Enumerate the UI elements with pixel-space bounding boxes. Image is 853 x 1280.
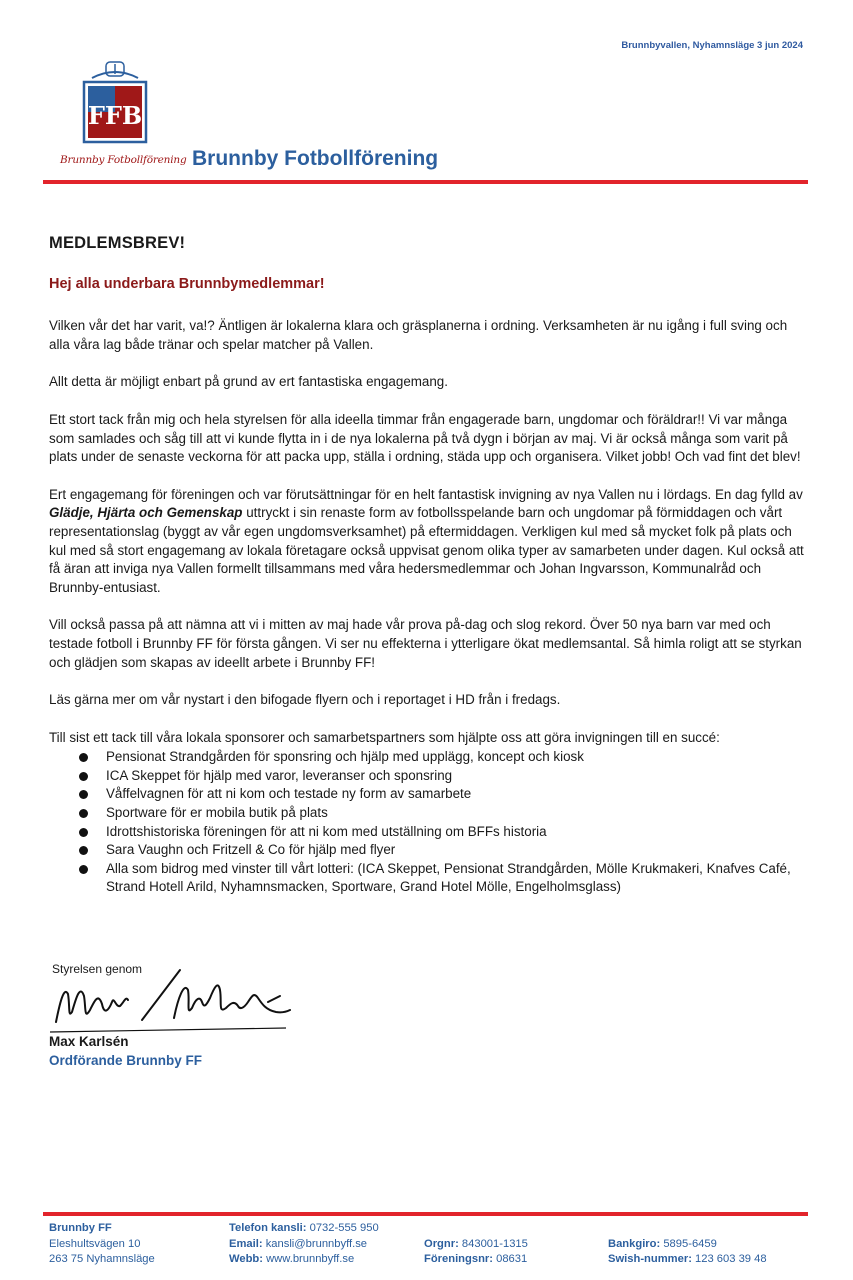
letter-body	[49, 234, 809, 897]
club-name-title: Brunnby Fotbollförening	[192, 147, 439, 170]
footer-fornr-label: Föreningsnr:	[424, 1253, 493, 1265]
list-item: Alla som bidrog med vinster till vårt lotteri: (ICA Skeppet, Pensionat Strandgården, Mölle Krukmakeri, Knafves Café, Strand Hotell Arild, Nyhamnsmacken, Sportware, Grand Hotel Mölle, Engelholmsglass)	[49, 860, 809, 897]
footer-bankgiro: 5895-6459	[663, 1237, 717, 1250]
paragraph-6: Läs gärna mer om vår nystart i den bifogade flyern och i reportaget i HD från i fredags.	[49, 692, 561, 708]
footer-swish: 123 603 39 48	[695, 1253, 767, 1265]
footer-divider	[43, 1212, 808, 1216]
letter-greeting: Hej alla underbara Brunnbymedlemmar!	[49, 275, 325, 292]
footer-address	[49, 1221, 155, 1268]
paragraph-4-emphasis: Glädje, Hjärta och Gemenskap	[49, 505, 243, 521]
paragraph-4	[49, 486, 809, 598]
footer-org-name: Brunnby FF	[49, 1222, 112, 1234]
footer-postal: 263 75 Nyhamnsläge	[49, 1253, 155, 1265]
footer-registration	[424, 1237, 528, 1268]
signatory-name: Max Karlsén	[49, 1034, 129, 1049]
crest-letters: FFB	[87, 101, 143, 130]
footer-payment	[608, 1237, 767, 1268]
paragraph-1: Vilken vår det har varit, va!? Äntligen är lokalerna klara och gräsplanerna i ordning. Verksamheten är nu igång i full sving och alla våra lag både tränar och spelar matcher på Vallen.	[49, 318, 788, 352]
footer-email-link[interactable]: kansli@brunnbyff.se	[265, 1237, 368, 1250]
header-divider	[43, 180, 808, 184]
signatory-title: Ordförande Brunnby FF	[49, 1053, 202, 1068]
list-item: Idrottshistoriska föreningen för att ni kom med utställning om BFFs historia	[49, 823, 809, 842]
footer-contact	[229, 1221, 379, 1268]
list-item: Sportware för er mobila butik på plats	[49, 804, 809, 823]
handwritten-signature	[46, 962, 296, 1044]
footer-orgnr: 843001-1315	[461, 1237, 528, 1250]
paragraph-5: Vill också passa på att nämna att vi i mitten av maj hade vår prova på-dag och slog rekord. Över 50 nya barn var med och testade fotboll i Brunnby FF för första gången. Vi ser nu effekterna i ytterligare ökat medlemsantal. Så himla roligt att se styrkan och glädjen som skapas av ideellt arbete i Brunnby FF!	[49, 617, 802, 670]
footer-phone: 0732-555 950	[309, 1222, 379, 1234]
club-crest-logo	[80, 60, 150, 148]
footer-fornr: 08631	[496, 1253, 528, 1265]
letter-heading: MEDLEMSBREV!	[49, 234, 186, 252]
footer-email-label: Email:	[229, 1237, 263, 1250]
list-item: Sara Vaughn och Fritzell & Co för hjälp med flyer	[49, 841, 809, 860]
letter-date: Brunnbyvallen, Nyhamnsläge 3 jun 2024	[621, 40, 803, 51]
list-item: Våffelvagnen för att ni kom och testade ny form av samarbete	[49, 785, 809, 804]
footer-swish-label: Swish-nummer:	[608, 1253, 692, 1265]
sponsor-list	[49, 748, 809, 897]
signature-label: Styrelsen genom	[52, 962, 143, 976]
logo-script-text: Brunnby Fotbollförening	[60, 154, 187, 166]
list-item: Pensionat Strandgården för sponsring och hjälp med upplägg, koncept och kiosk	[49, 748, 809, 767]
footer-orgnr-label: Orgnr:	[424, 1237, 459, 1250]
paragraph-4-end: uttryckt i sin renaste form av fotbollsspelande barn och ungdomar på förmiddagen och vårt representationslag (byggt av vår egen ungdomsverksamhet) på eftermiddagen. Verkligen kul med så mycket folk på plats och kul med så stort engagemang av lokala företagare också uppvisat genom olika typer av samarbeten under dagen. Kul också att få äran att inviga nya Vallen formellt tillsammans med våra hedersmedlemmar och Johan Ingvarsson, Kommunalråd och Brunnby-entusiast.	[49, 505, 804, 595]
list-item: ICA Skeppet för hjälp med varor, leveranser och sponsring	[49, 767, 809, 786]
paragraph-2: Allt detta är möjligt enbart på grund av ert fantastiska engagemang.	[49, 374, 448, 390]
footer-web-link[interactable]: www.brunnbyff.se	[266, 1253, 355, 1265]
footer-web-label: Webb:	[229, 1253, 263, 1265]
paragraph-4-start: Ert engagemang för föreningen och var förutsättningar för en helt fantastisk invigning av nya Vallen nu i lördags. En dag fylld av	[49, 486, 803, 502]
footer-street: Eleshultsvägen 10	[49, 1237, 141, 1250]
paragraph-7: Till sist ett tack till våra lokala sponsorer och samarbetspartners som hjälpte oss att göra invigningen till en succé:	[49, 729, 720, 745]
footer-bankgiro-label: Bankgiro:	[608, 1237, 661, 1250]
paragraph-3: Ett stort tack från mig och hela styrelsen för alla ideella timmar från engagerade barn, ungdomar och föräldrar!! Vi var många som samlades och såg till att vi kunde flytta in i de nya lokalerna på två dygn i början av maj. Vi är också många som varit på plats under de senaste veckorna för att packa upp, ställa i ordning, städa upp och organisera. Vilket jobb! Och vad fint det blev!	[49, 411, 801, 465]
footer-phone-label: Telefon kansli:	[229, 1222, 307, 1234]
